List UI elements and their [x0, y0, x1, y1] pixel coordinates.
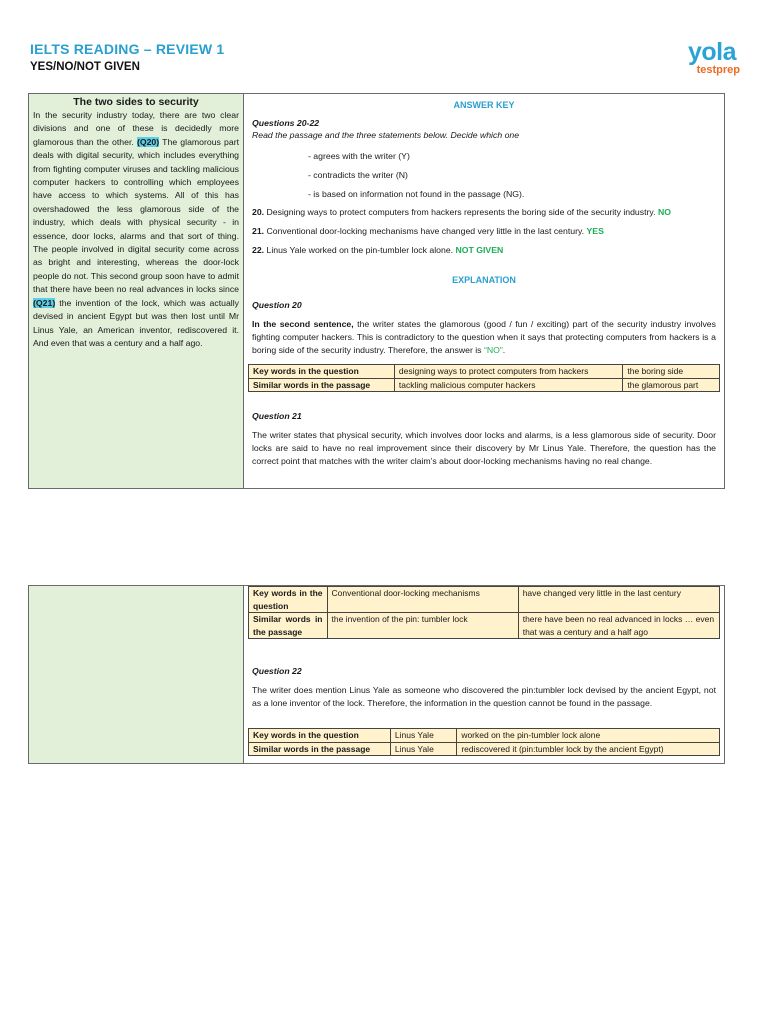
explanation-title: EXPLANATION — [452, 275, 516, 285]
passage-part-1: In the security industry today, there are two clear divisions and one of these is decidedly more glamorous than the other. — [33, 110, 239, 147]
table-row — [249, 742, 720, 756]
answer-value: NOT GIVEN — [455, 245, 504, 255]
table-cell: Linus Yale — [390, 729, 456, 743]
answer-text: Linus Yale worked on the pin-tumbler lock alone. — [264, 245, 456, 255]
answer-value: NO — [657, 207, 671, 217]
table-cell: rediscovered it (pin:tumbler lock by the ancient Egypt) — [457, 742, 720, 756]
table-cell: Similar words in the passage — [249, 613, 328, 639]
table-cell: Linus Yale — [390, 742, 456, 756]
questions-label: Questions 20-22 — [252, 118, 320, 128]
table-cell: Similar words in the passage — [249, 742, 391, 756]
q20-body: the writer states the glamorous (good / fun / exciting) part of the security industry involves fighting computer hackers. This is contradictory to the question when it says that protecting computers from hackers is a boring side of the security industry. Therefore, the answer is — [252, 319, 716, 355]
question-21-label: Question 21 — [252, 411, 302, 421]
page-subtitle: YES/NO/NOT GIVEN — [30, 61, 140, 73]
page-title: IELTS READING – REVIEW 1 — [30, 41, 225, 57]
table-cell: Key words in the question — [249, 729, 391, 743]
table-row — [249, 378, 720, 392]
answer-num: 22. — [252, 245, 265, 255]
table-cell: there have been no real advanced in locks … even that was a century and a half ago — [518, 613, 719, 639]
passage-text — [29, 108, 243, 350]
answer-panel — [243, 93, 725, 489]
q21-marker: (Q21) — [33, 297, 56, 308]
answer-item-22 — [252, 245, 503, 255]
table-cell: designing ways to protect computers from hackers — [394, 365, 622, 379]
answer-item-21 — [252, 226, 604, 236]
table-cell: Similar words in the passage — [249, 378, 395, 392]
question-22-explanation: The writer does mention Linus Yale as someone who discovered the pin:tumbler lock devised by the ancient Egypt, not as a lone inventor of the lock. Therefore, the information in the question cannot be found in the passage. — [252, 685, 716, 708]
answer-num: 21. — [252, 226, 265, 236]
table-cell: Conventional door-locking mechanisms — [327, 587, 518, 613]
passage-title: The two sides to security — [73, 96, 199, 108]
table-row — [249, 587, 720, 613]
option-yes: - agrees with the writer (Y) — [308, 151, 410, 161]
question-20-explanation — [252, 318, 716, 357]
table-cell: have changed very little in the last century — [518, 587, 719, 613]
logo-sub-text: testprep — [696, 64, 740, 76]
passage-part-2: The glamorous part deals with digital security, which includes everything from fighting computer viruses and tackling malicious computer hackers to controlling which employees have access to which systems. All of this has overshadowed the less glamorous side of the industry, which deals with physical security - in essence, door locks, alarms and that sort of thing. The people involved in digital security come across as bright and interesting, whereas the door-lock people do not. This second group soon have to admit that there have been no real advances in locks since — [33, 136, 240, 295]
q21-keywords-table — [248, 586, 720, 639]
yola-logo — [672, 40, 742, 80]
table-cell: tackling malicious computer hackers — [394, 378, 622, 392]
table-row — [249, 365, 720, 379]
q22-keywords-table — [248, 728, 720, 756]
passage-panel — [28, 93, 244, 489]
question-21-explanation: The writer states that physical security, which involves door locks and alarms, is a less glamorous side of security. Door locks are said to have no real improvement since their discovery by Mr Linus Yale. Therefore, the question has the correct point that matches with the writer claim’s about door-locking mechanisms having no real change. — [252, 430, 716, 466]
table-row — [249, 729, 720, 743]
q20-answer: “NO” — [483, 345, 503, 355]
answer-item-20 — [252, 207, 671, 217]
table-cell: worked on the pin-tumbler lock alone — [457, 729, 720, 743]
answer-num: 20. — [252, 207, 265, 217]
q20-keywords-table — [248, 364, 720, 392]
table-cell: the boring side — [623, 365, 720, 379]
answer-panel-continued — [243, 585, 725, 764]
answer-text: Designing ways to protect computers from hackers represents the boring side of the security industry. — [264, 207, 658, 217]
question-22-label: Question 22 — [252, 666, 302, 676]
q20-marker: (Q20) — [136, 136, 160, 147]
question-20-label: Question 20 — [252, 300, 302, 310]
logo-main-text: yola — [687, 38, 736, 66]
passage-part-3: the invention of the lock, which was actually devised in ancient Egypt but was then lost until Mr Linus Yale, an American inventor, rediscovered it. And even that was a century and a half ago. — [33, 297, 239, 348]
table-row — [249, 613, 720, 639]
option-not-given: - is based on information not found in the passage (NG). — [308, 189, 525, 199]
answer-key-title: ANSWER KEY — [453, 100, 515, 110]
table-cell: Key words in the question — [249, 587, 328, 613]
answer-text: Conventional door-locking mechanisms have changed very little in the last century. — [264, 226, 587, 236]
table-cell: Key words in the question — [249, 365, 395, 379]
q20-lead: In the second sentence, — [252, 319, 354, 329]
option-no: - contradicts the writer (N) — [308, 170, 408, 180]
questions-instruction: Read the passage and the three statements below. Decide which one — [252, 130, 520, 140]
table-cell: the glamorous part — [623, 378, 720, 392]
answer-value: YES — [586, 226, 604, 236]
passage-panel-continued — [28, 585, 244, 764]
q20-end: . — [502, 345, 506, 355]
table-cell: the invention of the pin: tumbler lock — [327, 613, 518, 639]
